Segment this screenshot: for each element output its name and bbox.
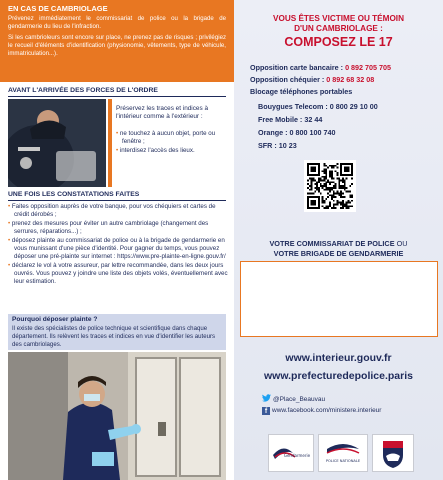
cambriolage-paragraph-1: Prévenez immédiatement le commissariat de police ou la brigade de gendarmerie du lieu de l'infraction. (8, 15, 226, 30)
gendarmerie-logo-text: Gendarmerie (283, 453, 311, 458)
blocage-title: Blocage téléphones portables (250, 87, 353, 96)
opposition-cheque-number: 0 892 68 32 08 (326, 75, 375, 84)
opposition-carte-number: 0 892 705 705 (345, 63, 392, 72)
twitter-handle[interactable] (262, 394, 325, 403)
victime-line-2: D'UN CAMBRIOLAGE : (294, 24, 383, 33)
arrivee-intro: Préservez les traces et indices à l'intérieur comme à l'extérieur : (116, 105, 208, 121)
constatations-title: UNE FOIS LES CONSTATATIONS FAITES (8, 191, 140, 198)
url-interieur[interactable]: www.interieur.gouv.fr (285, 352, 392, 364)
facebook-link[interactable] (262, 407, 381, 415)
constatations-list (8, 203, 228, 287)
list-item: • Faites opposition auprès de votre banque, pour vos chéquiers et cartes de crédit dérobés ; (8, 203, 228, 219)
arrivee-title: AVANT L'ARRIVÉE DES FORCES DE L'ORDRE (8, 87, 158, 94)
facebook-label: www.facebook.com/ministere.interieur (272, 407, 382, 414)
facebook-icon: f (262, 407, 270, 415)
list-item: • interdisez l'accès des lieux. (116, 147, 228, 155)
opposition-carte-label: Opposition carte bancaire : (250, 63, 346, 72)
police-logo-text: POLICE NATIONALE (325, 459, 361, 463)
cambriolage-paragraph-2: Si les cambrioleurs sont encore sur place, ne prenez pas de risques ; privilégiez le recueil d'éléments d'identification (physionomie, vêtements, type de véhicule, immatriculation...). (8, 34, 226, 57)
pourquoi-box (8, 314, 226, 350)
opposition-cheque-label: Opposition chéquier : (250, 75, 327, 84)
list-item: • prenez des mesures pour éviter un autre cambriolage (changement des serrures, réparations...) ; (8, 220, 228, 236)
blocage-orange: Orange : 0 800 100 740 (258, 128, 336, 137)
twitter-icon (262, 394, 271, 402)
qr-code[interactable] (304, 160, 356, 212)
forensic-photo (8, 352, 226, 480)
gendarmerie-logo (268, 434, 314, 472)
blocage-sfr: SFR : 10 23 (258, 141, 297, 150)
commissariat-ou: OU (394, 239, 408, 248)
commissariat-label: VOTRE COMMISSARIAT DE POLICE (269, 239, 395, 248)
twitter-label: @Place_Beauvau (273, 396, 326, 403)
pourquoi-title: Pourquoi déposer plainte ? (12, 316, 98, 323)
blocage-free: Free Mobile : 32 44 (258, 115, 323, 124)
arrivee-divider (8, 96, 226, 97)
arrivee-list (116, 130, 228, 156)
list-item: • déclarez le vol à votre assureur, par lettre recommandée, dans les deux jours ouvrés. Vous pouvez y joindre une liste des objets volés, éventuellement avec leur estimation. (8, 262, 228, 286)
opposition-cheque (250, 75, 374, 84)
url-prefecture[interactable]: www.prefecturedepolice.paris (264, 370, 413, 382)
constatations-divider (8, 200, 226, 201)
police-logo (318, 434, 368, 472)
list-item: • ne touchez à aucun objet, porte ou fenêtre ; (116, 130, 228, 146)
prefecture-logo (372, 434, 414, 472)
victime-line-1: VOUS ÊTES VICTIME OU TÉMOIN (272, 14, 404, 23)
commissariat-line-2: VOTRE BRIGADE DE GENDARMERIE (273, 249, 404, 258)
stamp-box (240, 261, 438, 337)
list-item: • déposez plainte au commissariat de police ou à la brigade de gendarmerie en vous munissant d'une pièce d'identité. Pour gagner du temps, vous pouvez déposer une pré-plainte sur internet : https://www.pre-plainte-en-ligne.gouv.fr/ (8, 237, 228, 261)
opposition-carte (250, 63, 391, 72)
pourquoi-text: Il existe des spécialistes de police technique et scientifique dans chaque département. Ils relèvent les traces et indices en vue d'identifier les auteurs des cambriolages. (12, 325, 216, 348)
cambriolage-title: EN CAS DE CAMBRIOLAGE (8, 4, 108, 13)
blocage-bouygues: Bouygues Telecom : 0 800 29 10 00 (258, 102, 378, 111)
gendarme-photo (8, 99, 106, 187)
cambriolage-box (0, 0, 234, 82)
composez-17: COMPOSEZ LE 17 (284, 35, 393, 49)
right-column (234, 0, 443, 480)
commissariat-line-1 (234, 239, 443, 248)
orange-accent-bar (108, 99, 112, 187)
